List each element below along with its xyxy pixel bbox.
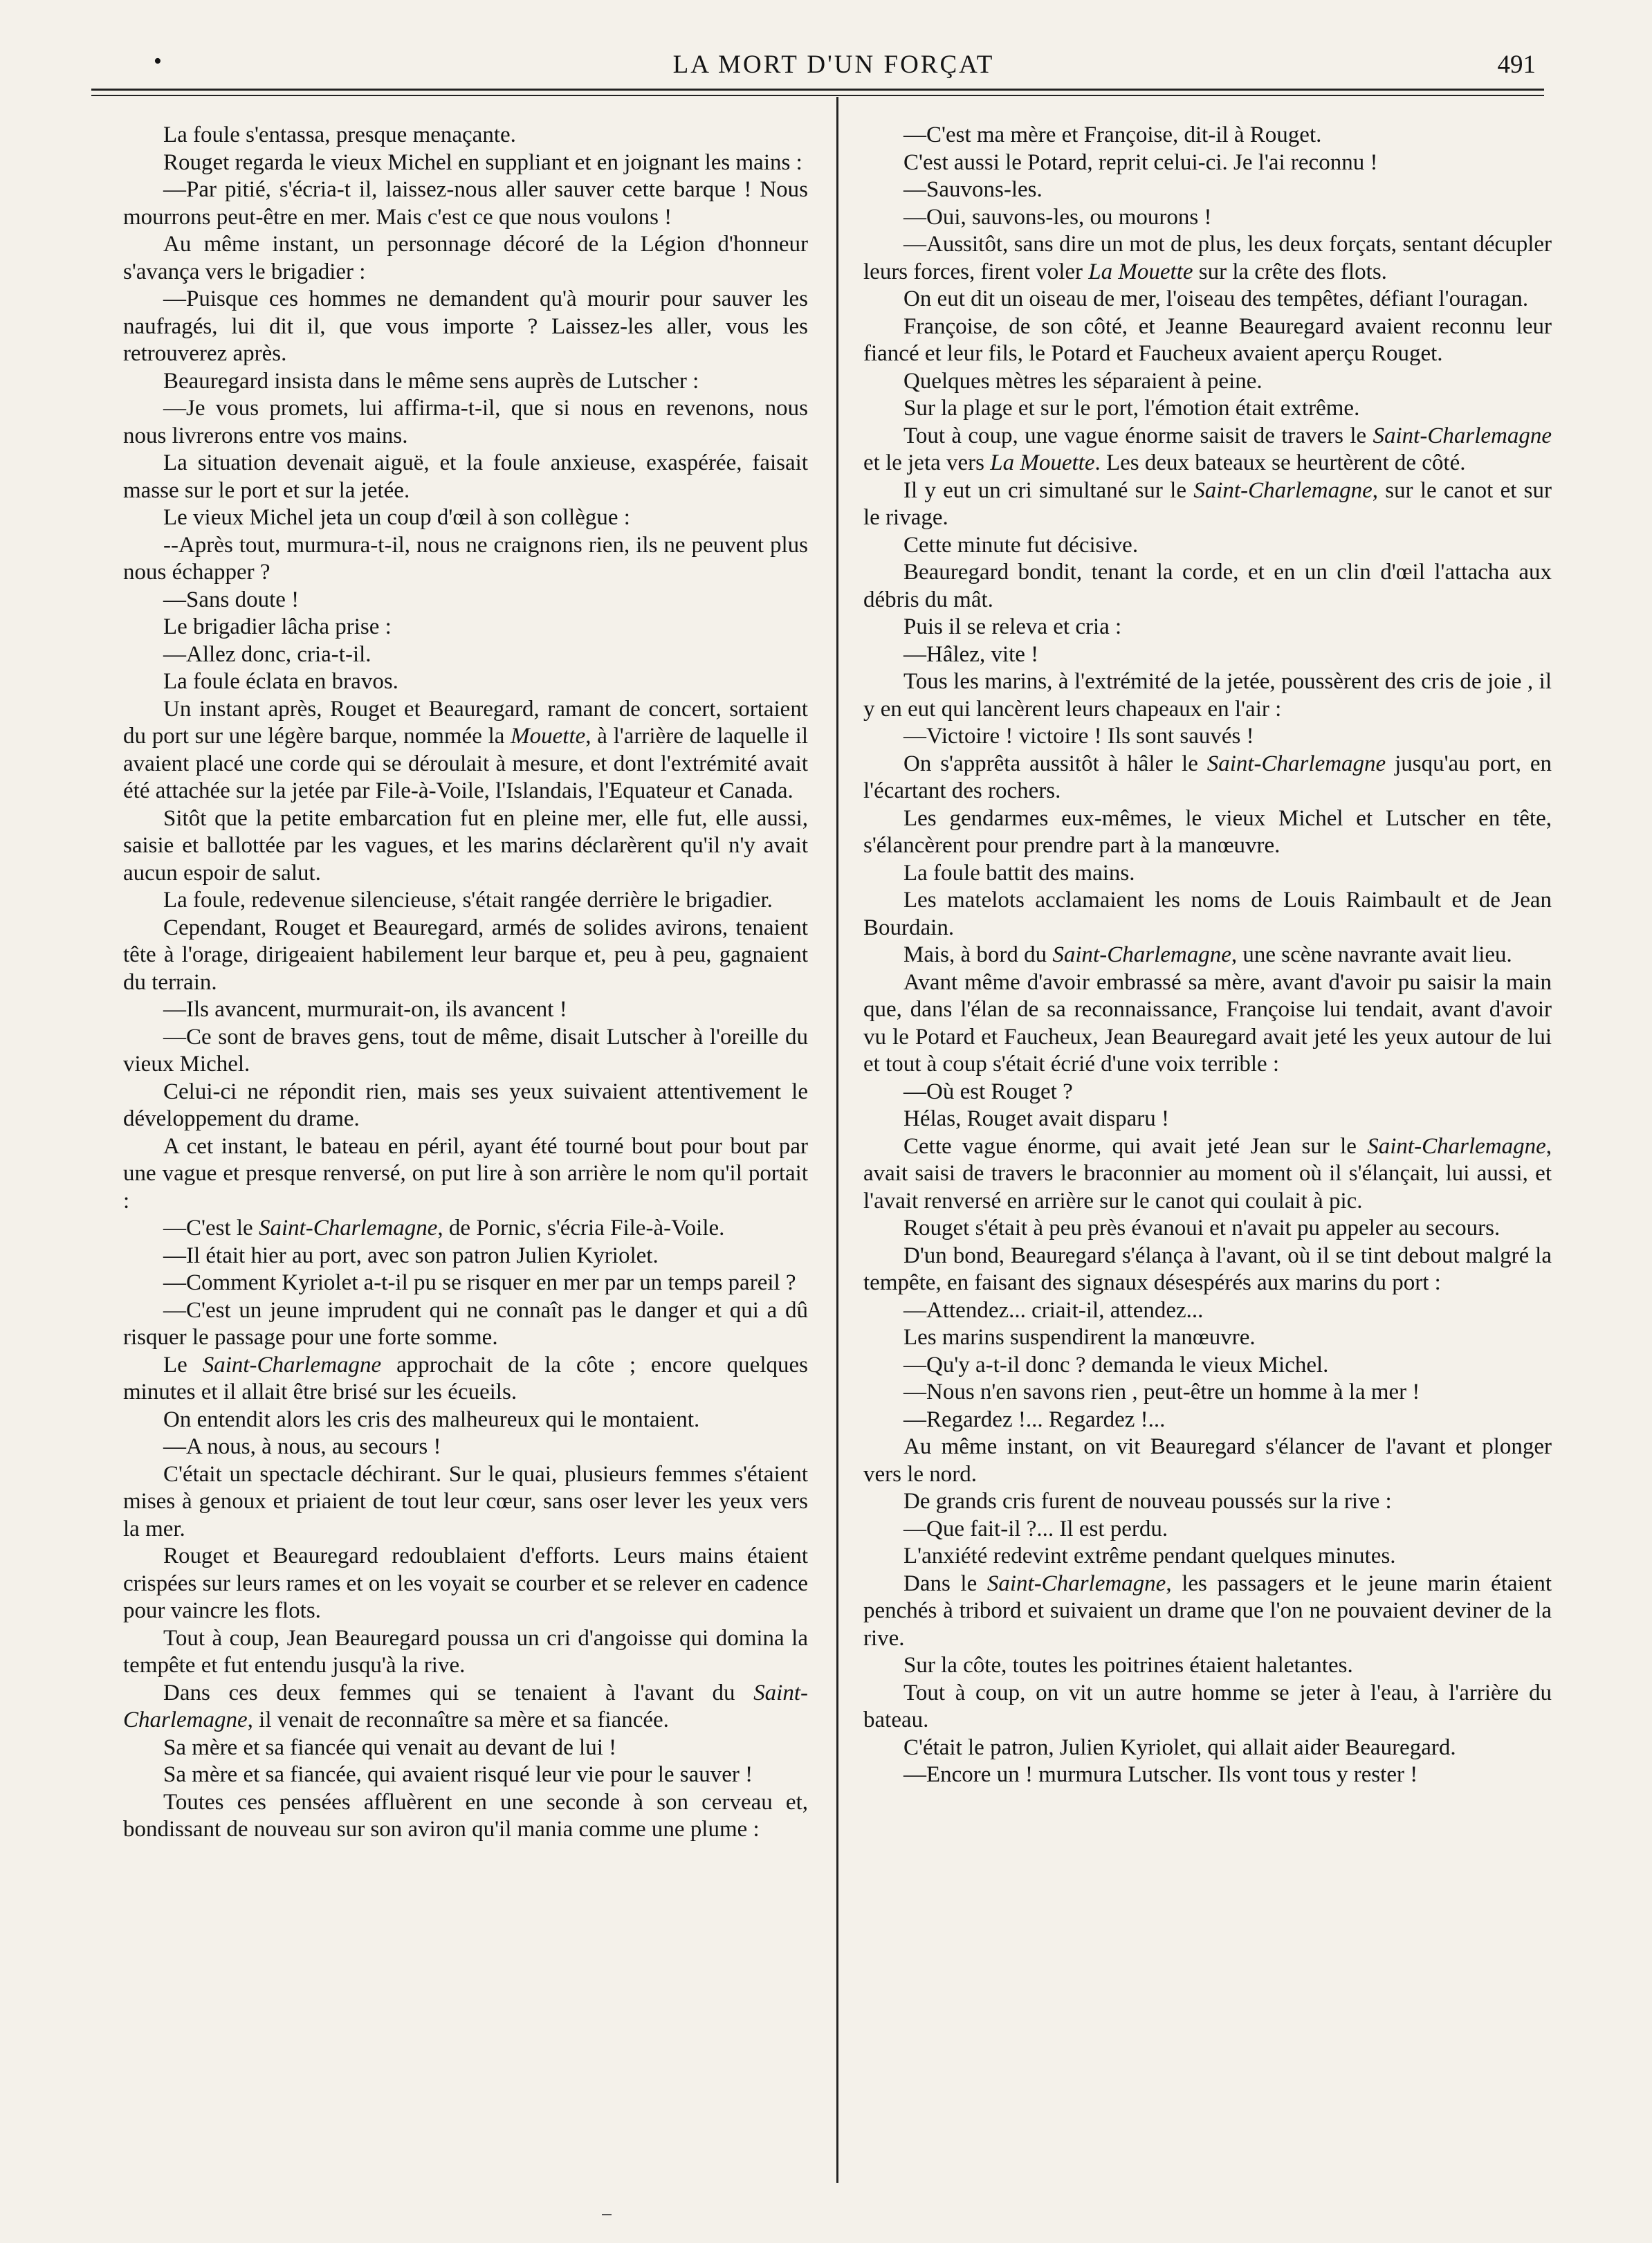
paragraph-text: On entendit alors les cris des malheureux qui le montaient. [163, 1407, 700, 1432]
paragraph [123, 887, 808, 915]
paragraph [863, 1543, 1552, 1571]
paragraph-text: —Je vous promets, lui affirma-t-il, que si nous en revenons, nous nous livrerons entre vos mains. [123, 396, 808, 448]
paragraph [863, 723, 1552, 751]
paragraph [863, 149, 1552, 177]
paragraph [863, 1407, 1552, 1434]
paragraph-text: La foule éclata en bravos. [163, 669, 398, 694]
paragraph-text: —Par pitié, s'écria-t il, laissez-nous aller sauver cette barque ! Nous mourrons peut-être en mer. Mais c'est ce que nous voulons ! [123, 177, 808, 230]
header-rule-bottom [91, 95, 1544, 96]
paragraph [123, 1625, 808, 1680]
paragraph-text: Tout à coup, on vit un autre homme se jeter à l'eau, à l'arrière du bateau. [863, 1680, 1552, 1732]
paragraph-text: Tout à coup, une vague énorme saisit de travers le [903, 423, 1373, 448]
paragraph-text: Puis il se releva et cria : [903, 614, 1122, 639]
paragraph-text: Cette vague énorme, qui avait jeté Jean sur le [903, 1133, 1368, 1159]
paragraph-text: Le [163, 1352, 203, 1377]
paragraph-text: —Attendez... criait-il, attendez... [903, 1297, 1204, 1323]
paragraph-text: Les matelots acclamaient les noms de Louis Raimbault et de Jean Bourdain. [863, 888, 1552, 940]
paragraph [123, 805, 808, 888]
paragraph [863, 887, 1552, 942]
italic-name: Mouette [511, 724, 586, 749]
paragraph-text: —Hâlez, vite ! [903, 641, 1039, 667]
paragraph-text: , avait saisi de travers le braconnier au moment où il s'élançait, lui aussi, et l'avait renversé en arrière sur le canot qui coulait à pic. [863, 1133, 1552, 1214]
paragraph-text: jusqu'au port, en l'écartant des rochers. [863, 751, 1552, 803]
paragraph-text: —Encore un ! murmura Lutscher. Ils vont tous y rester ! [903, 1762, 1418, 1787]
paragraph [863, 751, 1552, 805]
paragraph [123, 641, 808, 669]
paragraph-text: Le brigadier lâcha prise : [163, 614, 392, 639]
paragraph-text: —Comment Kyriolet a-t-il pu se risquer en mer par un temps pareil ? [163, 1270, 796, 1295]
paragraph-text: Un instant après, Rouget et Beauregard, ramant de concert, sortaient du port sur une légère barque, nommée la [123, 696, 808, 749]
paragraph [863, 176, 1552, 204]
paragraph-text: Sur la plage et sur le port, l'émotion était extrême. [903, 396, 1360, 421]
paragraph-text: Mais, à bord du [903, 942, 1053, 967]
paragraph-text: —A nous, à nous, au secours ! [163, 1434, 441, 1459]
header-mark: • [154, 48, 162, 74]
paragraph-text: —Ce sont de braves gens, tout de même, disait Lutscher à l'oreille du vieux Michel. [123, 1024, 808, 1077]
paragraph [863, 313, 1552, 368]
paragraph [863, 805, 1552, 860]
paragraph [863, 1761, 1552, 1789]
paragraph [123, 504, 808, 532]
paragraph [123, 1352, 808, 1407]
paragraph-text: C'est aussi le Potard, reprit celui-ci. Je l'ai reconnu ! [903, 149, 1378, 175]
paragraph-text: A cet instant, le bateau en péril, ayant été tourné bout pour bout par une vague et presque renversé, on put lire à son arrière le nom qu'il portait : [123, 1133, 808, 1214]
paragraph [863, 1243, 1552, 1297]
paragraph-text: —C'est ma mère et Françoise, dit-il à Rouget. [903, 122, 1322, 147]
paragraph-text: —Victoire ! victoire ! Ils sont sauvés ! [903, 724, 1254, 749]
italic-name: La Mouette [990, 450, 1095, 475]
paragraph-text: Quelques mètres les séparaient à peine. [903, 368, 1263, 394]
paragraph [123, 395, 808, 450]
paragraph [863, 1297, 1552, 1325]
paragraph [863, 942, 1552, 969]
paragraph-text: La foule s'entassa, presque menaçante. [163, 122, 516, 147]
paragraph [863, 423, 1552, 477]
paragraph [863, 231, 1552, 286]
paragraph-text: Les marins suspendirent la manœuvre. [903, 1325, 1256, 1350]
paragraph-text: Dans ces deux femmes qui se tenaient à l'avant du [163, 1680, 754, 1705]
paragraph-text: C'était un spectacle déchirant. Sur le quai, plusieurs femmes s'étaient mises à genoux et priaient de tout leur cœur, sans oser lever les yeux vers la mer. [123, 1461, 808, 1541]
paragraph-text: —Que fait-il ?... Il est perdu. [903, 1516, 1168, 1541]
paragraph-text: —C'est un jeune imprudent qui ne connaît pas le danger et qui a dû risquer le passage pour une forte somme. [123, 1297, 808, 1350]
paragraph-text: La foule, redevenue silencieuse, s'était rangée derrière le brigadier. [163, 888, 773, 913]
paragraph [863, 1680, 1552, 1734]
paragraph [123, 176, 808, 231]
paragraph [863, 1215, 1552, 1243]
paragraph-text: , une scène navrante avait lieu. [1231, 942, 1512, 967]
italic-name: Saint-Charlemagne [1206, 751, 1386, 776]
paragraph [863, 1379, 1552, 1407]
paragraph [863, 1488, 1552, 1516]
paragraph [863, 286, 1552, 313]
paragraph-text: Avant même d'avoir embrassé sa mère, avant d'avoir pu saisir la main que, dans l'élan de sa reconnaissance, Françoise lui tendait, avant d'avoir vu le Potard et Faucheux, Jean Beauregard avait jeté les yeux autour de lui et tout à coup s'était écrié d'une voix terrible : [863, 969, 1552, 1077]
paragraph [863, 532, 1552, 560]
paragraph [123, 149, 808, 177]
paragraph-text: Sur la côte, toutes les poitrines étaient haletantes. [903, 1653, 1353, 1678]
paragraph-text: Rouget regarda le vieux Michel en suppliant et en joignant les mains : [163, 149, 802, 175]
paragraph-text: Rouget s'était à peu près évanoui et n'avait pu appeler au secours. [903, 1216, 1500, 1240]
paragraph [123, 614, 808, 641]
paragraph-text: —Nous n'en savons rien , peut-être un homme à la mer ! [903, 1380, 1420, 1404]
running-header [118, 48, 1550, 90]
paragraph [863, 1106, 1552, 1133]
paragraph [123, 1734, 808, 1762]
paragraph [123, 1133, 808, 1216]
paragraph-text: , à l'arrière de laquelle il avaient placé une corde qui se déroulait à mesure, et dont l'extrémité avait été attachée sur la jetée par File-à-Voile, l'Islandais, l'Equateur et Canada. [123, 724, 808, 803]
italic-name: Saint-Charlemagne [986, 1571, 1166, 1596]
paragraph-text: D'un bond, Beauregard s'élança à l'avant, où il se tint debout malgré la tempête, en faisant des signaux désespérés aux marins du port : [863, 1243, 1552, 1295]
paragraph [863, 1079, 1552, 1106]
italic-name: Saint-Charlemagne [1367, 1133, 1546, 1159]
header-rule-top [91, 89, 1544, 91]
italic-name: Saint-Charlemagne [123, 1680, 808, 1732]
paragraph [123, 1243, 808, 1270]
paragraph-text: Françoise, de son côté, et Jeanne Beauregard avaient reconnu leur fiancé et leur fils, le Potard et Faucheux avaient aperçu Rouget. [863, 313, 1552, 366]
paragraph [863, 1352, 1552, 1380]
paragraph [123, 231, 808, 286]
paragraph [123, 1461, 808, 1544]
paragraph [863, 559, 1552, 614]
italic-name: Saint-Charlemagne [1193, 477, 1373, 503]
paragraph [863, 395, 1552, 423]
paragraph-text: approchait de la côte ; encore quelques minutes et il allait être brisé sur les écueils. [123, 1352, 808, 1404]
italic-name: Saint-Charlemagne [1052, 942, 1231, 967]
paragraph [123, 587, 808, 614]
paragraph [123, 915, 808, 997]
paragraph [123, 1434, 808, 1461]
paragraph-text: Toutes ces pensées affluèrent en une seconde à son cerveau et, bondissant de nouveau sur son aviron qu'il mania comme une plume : [123, 1789, 808, 1842]
right-column [863, 122, 1552, 1789]
paragraph-text: Tout à coup, Jean Beauregard poussa un cri d'angoisse qui domina la tempête et fut entendu jusqu'à la rive. [123, 1625, 808, 1678]
paragraph [863, 477, 1552, 532]
paragraph-text: Il y eut un cri simultané sur le [903, 477, 1194, 503]
paragraph [123, 1215, 808, 1243]
paragraph [863, 1571, 1552, 1653]
paragraph-text: —Sans doute ! [163, 587, 300, 612]
paragraph-text: Tous les marins, à l'extrémité de la jetée, poussèrent des cris de joie , il y en eut qui lancèrent leurs chapeaux en l'air : [863, 669, 1552, 722]
paragraph-text: sur la crête des flots. [1193, 259, 1387, 284]
paragraph-text: —Il était hier au port, avec son patron Julien Kyriolet. [163, 1243, 659, 1268]
footer-mark [602, 2214, 612, 2215]
paragraph-text: —Puisque ces hommes ne demandent qu'à mourir pour sauver les naufragés, lui dit il, que vous importe ? Laissez-les aller, vous les retrouverez après. [123, 286, 808, 366]
column-divider [836, 97, 838, 2183]
paragraph-text: —Sauvons-les. [903, 177, 1043, 202]
paragraph-text: Beauregard bondit, tenant la corde, et en un clin d'œil l'attacha aux débris du mât. [863, 560, 1552, 612]
paragraph-text: —C'est le [163, 1216, 259, 1240]
italic-name: Saint-Charlemagne [258, 1216, 438, 1240]
paragraph [863, 1652, 1552, 1680]
paragraph-text: . Les deux bateaux se heurtèrent de côté. [1094, 450, 1466, 475]
paragraph [123, 450, 808, 504]
paragraph-text: Sa mère et sa fiancée, qui avaient risqué leur vie pour le sauver ! [163, 1762, 753, 1787]
paragraph-text: —Allez donc, cria-t-il. [163, 641, 371, 667]
paragraph [123, 1761, 808, 1789]
paragraph-text: Les gendarmes eux-mêmes, le vieux Michel et Lutscher en tête, s'élancèrent pour prendre part à la manœuvre. [863, 805, 1552, 858]
paragraph [863, 122, 1552, 149]
paragraph [123, 1297, 808, 1352]
paragraph-text: —Aussitôt, sans dire un mot de plus, les deux forçats, sentant décupler leurs forces, firent voler [863, 232, 1552, 284]
paragraph-text: et le jeta vers [863, 450, 991, 475]
paragraph-text: Dans le [903, 1571, 987, 1596]
paragraph-text: C'était le patron, Julien Kyriolet, qui allait aider Beauregard. [903, 1734, 1456, 1760]
paragraph-text: On eut dit un oiseau de mer, l'oiseau des tempêtes, défiant l'ouragan. [903, 286, 1529, 311]
paragraph [123, 286, 808, 368]
paragraph-text: , sur le canot et sur le rivage. [863, 477, 1552, 530]
paragraph-text: —Qu'y a-t-il donc ? demanda le vieux Michel. [903, 1352, 1329, 1377]
paragraph [123, 1680, 808, 1734]
paragraph [863, 969, 1552, 1079]
paragraph [123, 122, 808, 149]
paragraph [863, 641, 1552, 669]
paragraph-text: , de Pornic, s'écria File-à-Voile. [437, 1216, 725, 1240]
paragraph [123, 696, 808, 805]
paragraph [863, 1434, 1552, 1488]
paragraph-text: —Où est Rouget ? [903, 1079, 1073, 1104]
paragraph [863, 668, 1552, 723]
paragraph [863, 368, 1552, 396]
paragraph-text: Hélas, Rouget avait disparu ! [903, 1106, 1169, 1131]
page-number: 491 [1497, 51, 1536, 79]
paragraph-text: Rouget et Beauregard redoublaient d'efforts. Leurs mains étaient crispées sur leurs rames et on les voyait se courber et se relever en cadence pour vaincre les flots. [123, 1544, 808, 1623]
left-column [123, 122, 808, 1844]
paragraph-text: L'anxiété redevint extrême pendant quelques minutes. [903, 1544, 1396, 1568]
paragraph-text: , il venait de reconnaître sa mère et sa fiancée. [247, 1708, 669, 1732]
paragraph [123, 1079, 808, 1133]
paragraph-text: —Ils avancent, murmurait-on, ils avancent ! [163, 997, 567, 1022]
paragraph-text: Cette minute fut décisive. [903, 532, 1139, 558]
paragraph [863, 1133, 1552, 1216]
paragraph-text: Celui-ci ne répondit rien, mais ses yeux suivaient attentivement le développement du drame. [123, 1079, 808, 1131]
paragraph [863, 860, 1552, 888]
paragraph-text: Cependant, Rouget et Beauregard, armés de solides avirons, tenaient tête à l'orage, dirigeaient habilement leur barque et, peu à peu, gagnaient du terrain. [123, 915, 808, 995]
paragraph [863, 1516, 1552, 1544]
paragraph [863, 1734, 1552, 1762]
paragraph-text: Au même instant, un personnage décoré de la Légion d'honneur s'avança vers le brigadier : [123, 232, 808, 284]
paragraph [123, 368, 808, 396]
paragraph-text: Sa mère et sa fiancée qui venait au devant de lui ! [163, 1734, 617, 1760]
paragraph-text: —Regardez !... Regardez !... [903, 1407, 1166, 1432]
paragraph-text: Beauregard insista dans le même sens auprès de Lutscher : [163, 368, 699, 394]
paragraph-text: Sitôt que la petite embarcation fut en pleine mer, elle fut, elle aussi, saisie et ballottée par les vagues, et les marins déclarèrent qu'il n'y avait aucun espoir de salut. [123, 805, 808, 886]
paragraph [123, 996, 808, 1024]
italic-name: Saint-Charlemagne [1373, 423, 1552, 448]
paragraph-text: --Après tout, murmura-t-il, nous ne craignons rien, ils ne peuvent plus nous échapper ? [123, 532, 808, 585]
paragraph-text: , les passagers et le jeune marin étaient penchés à tribord et suivaient un drame que l'on ne pouvaient deviner de la rive. [863, 1571, 1552, 1651]
paragraph-text: Le vieux Michel jeta un coup d'œil à son collègue : [163, 505, 630, 530]
paragraph [123, 1543, 808, 1625]
paragraph [863, 204, 1552, 232]
paragraph-text: La foule battit des mains. [903, 860, 1135, 886]
paragraph-text: —Oui, sauvons-les, ou mourons ! [903, 204, 1212, 230]
page-title: LA MORT D'UN FORÇAT [672, 51, 995, 79]
paragraph [123, 1024, 808, 1079]
paragraph-text: La situation devenait aiguë, et la foule anxieuse, exaspérée, faisait masse sur le port et sur la jetée. [123, 450, 808, 503]
paragraph [123, 1270, 808, 1297]
paragraph [123, 668, 808, 696]
paragraph-text: De grands cris furent de nouveau poussés sur la rive : [903, 1489, 1392, 1514]
italic-name: Saint-Charlemagne [202, 1352, 382, 1377]
paragraph [123, 532, 808, 587]
paragraph [123, 1407, 808, 1434]
paragraph [863, 614, 1552, 641]
paragraph-text: On s'apprêta aussitôt à hâler le [903, 751, 1207, 776]
italic-name: La Mouette [1088, 259, 1193, 284]
paragraph [123, 1789, 808, 1844]
paragraph-text: Au même instant, on vit Beauregard s'élancer de l'avant et plonger vers le nord. [863, 1434, 1552, 1487]
paragraph [863, 1324, 1552, 1352]
